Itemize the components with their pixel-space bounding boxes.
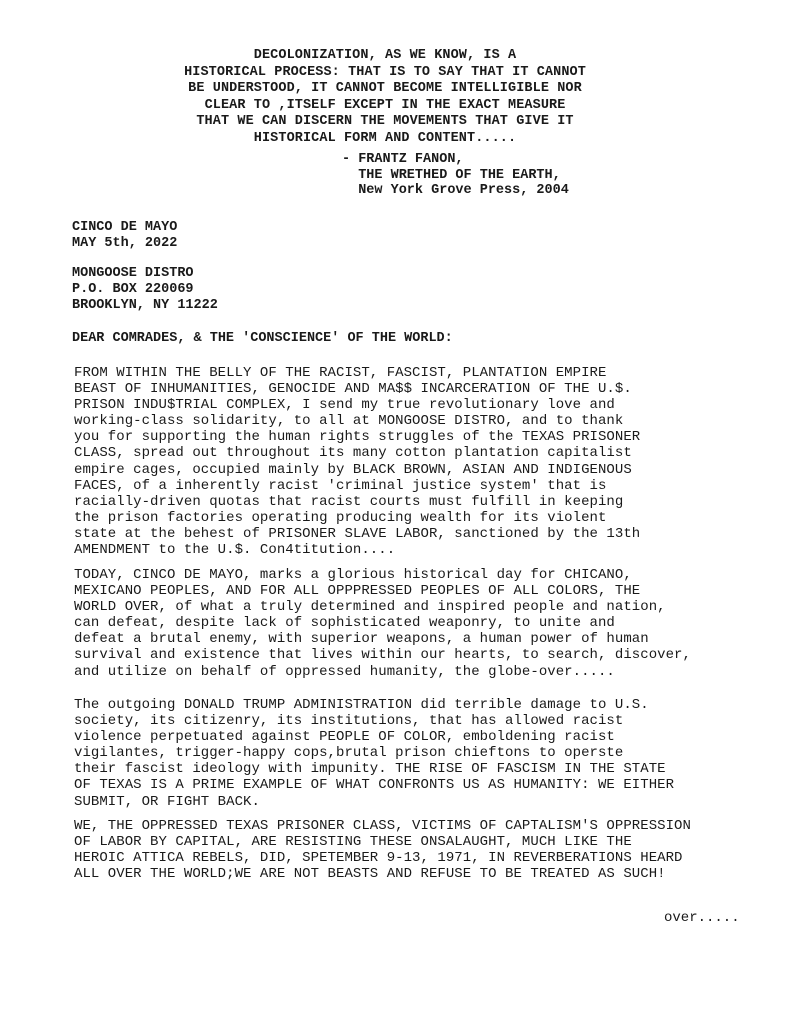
epigraph-line: CLEAR TO ,ITSELF EXCEPT IN THE EXACT MEASURE: [204, 97, 566, 113]
text-line: defeat a brutal enemy, with superior weapons, a human power of human: [74, 631, 649, 648]
text-line: OF TEXAS IS A PRIME EXAMPLE OF WHAT CONFRONTS US AS HUMANITY: WE EITHER: [74, 777, 675, 794]
text-line: their fascist ideology with impunity. THE RISE OF FASCISM IN THE STATE: [74, 761, 666, 778]
text-line: FROM WITHIN THE BELLY OF THE RACIST, FASCIST, PLANTATION EMPIRE: [74, 365, 607, 381]
text-line: can defeat, despite lack of sophisticated weaponry, to unite and: [74, 615, 615, 632]
text-line: FACES, of a inherently racist 'criminal justice system' that is: [74, 477, 607, 494]
text-line: violence perpetuated against PEOPLE OF COLOR, emboldening racist: [74, 729, 615, 746]
paragraph-1: [74, 365, 774, 558]
paragraph-3: [74, 697, 774, 810]
text-line: and utilize on behalf of oppressed humanity, the globe-over.....: [74, 663, 615, 680]
continued-footer: over.....: [664, 910, 740, 926]
text-line: CLASS, spread out throughout its many cotton plantation capitalist: [74, 445, 632, 462]
epigraph-attribution: [342, 152, 569, 199]
text-line: survival and existence that lives within our hearts, to search, discover,: [74, 647, 691, 664]
letter-date: [72, 220, 177, 252]
text-line: racially-driven quotas that racist courts must fulfill in keeping: [74, 493, 624, 510]
text-line: society, its citizenry, its institutions, that has allowed racist: [74, 713, 624, 730]
text-line: ALL OVER THE WORLD;WE ARE NOT BEASTS AND REFUSE TO BE TREATED AS SUCH!: [74, 866, 666, 883]
epigraph-line: HISTORICAL PROCESS: THAT IS TO SAY THAT IT CANNOT: [184, 64, 586, 80]
address-line: MONGOOSE DISTRO: [72, 266, 194, 281]
paragraph-4: [74, 818, 774, 882]
epigraph-line: DECOLONIZATION, AS WE KNOW, IS A: [253, 48, 517, 63]
text-line: AMENDMENT to the U.$. Con4titution....: [74, 542, 396, 559]
text-line: empire cages, occupied mainly by BLACK BROWN, ASIAN AND INDIGENOUS: [74, 461, 632, 478]
text-line: BEAST OF INHUMANITIES, GENOCIDE AND MA$$ INCARCERATION OF THE U.$.: [74, 381, 632, 398]
text-line: PRISON INDU$TRIAL COMPLEX, I send my true revolutionary love and: [74, 397, 615, 414]
recipient-address: [72, 266, 218, 314]
text-line: the prison factories operating producing wealth for its violent: [74, 509, 607, 526]
address-line: BROOKLYN, NY 11222: [72, 298, 218, 313]
text-line: vigilantes, trigger-happy cops,brutal prison chieftons to operste: [74, 745, 624, 762]
text-line: The outgoing DONALD TRUMP ADMINISTRATION did terrible damage to U.S.: [74, 697, 649, 713]
date-line: CINCO DE MAYO: [72, 220, 178, 235]
epigraph-line: THAT WE CAN DISCERN THE MOVEMENTS THAT GIVE IT: [196, 114, 574, 130]
text-line: TODAY, CINCO DE MAYO, marks a glorious historical day for CHICANO,: [74, 567, 632, 583]
text-line: you for supporting the human rights struggles of the TEXAS PRISONER: [74, 429, 641, 446]
text-line: SUBMIT, OR FIGHT BACK.: [74, 793, 260, 810]
attribution-line: - FRANTZ FANON,: [342, 152, 464, 167]
text-line: MEXICANO PEOPLES, AND FOR ALL OPPPRESSED PEOPLES OF ALL COLORS, THE: [74, 583, 641, 600]
epigraph-line: BE UNDERSTOOD, IT CANNOT BECOME INTELLIGIBLE NOR: [188, 81, 582, 97]
salutation: DEAR COMRADES, & THE 'CONSCIENCE' OF THE WORLD:: [72, 331, 453, 346]
text-line: WE, THE OPPRESSED TEXAS PRISONER CLASS, VICTIMS OF CAPTALISM'S OPPRESSION: [74, 818, 691, 834]
attribution-line: New York Grove Press, 2004: [342, 183, 569, 198]
text-line: state at the behest of PRISONER SLAVE LABOR, sanctioned by the 13th: [74, 525, 641, 542]
date-line: MAY 5th, 2022: [72, 236, 178, 251]
paragraph-2: [74, 567, 774, 680]
attribution-line: THE WRETHED OF THE EARTH,: [342, 167, 561, 183]
epigraph-quote: [120, 48, 650, 148]
address-line: P.O. BOX 220069: [72, 282, 194, 297]
text-line: OF LABOR BY CAPITAL, ARE RESISTING THESE ONSALAUGHT, MUCH LIKE THE: [74, 834, 632, 851]
text-line: HEROIC ATTICA REBELS, DID, SPETEMBER 9-13, 1971, IN REVERBERATIONS HEARD: [74, 850, 683, 867]
epigraph-line: HISTORICAL FORM AND CONTENT.....: [253, 130, 517, 146]
text-line: WORLD OVER, of what a truly determined and inspired people and nation,: [74, 599, 666, 616]
text-line: working-class solidarity, to all at MONGOOSE DISTRO, and to thank: [74, 413, 624, 430]
